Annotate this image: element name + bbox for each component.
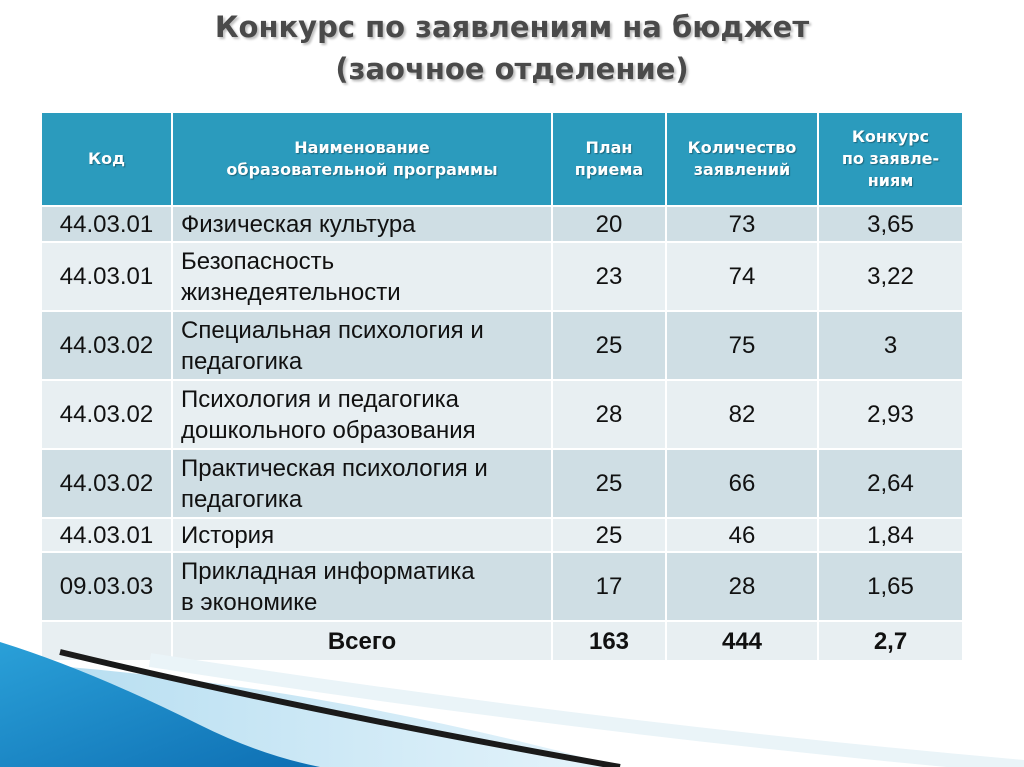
table-row [41,380,963,449]
cell-applications: 73 [666,206,818,242]
cell-name-line-1: Специальная психология и [181,316,484,344]
header-plan-line-2: приема [574,160,644,179]
cell-applications: 66 [666,449,818,518]
header-name [172,112,552,206]
cell-plan: 25 [552,518,666,552]
table-row [41,449,963,518]
cell-code: 44.03.01 [41,518,172,552]
total-competition: 2,7 [818,621,963,661]
cell-name [172,449,552,518]
cell-plan: 25 [552,311,666,380]
cell-code: 44.03.02 [41,449,172,518]
header-competition-line-1: Конкурс [851,127,930,146]
cell-name-line-1: Практическая психология и [181,454,488,482]
header-plan [552,112,666,206]
cell-name [172,311,552,380]
table-row [41,311,963,380]
header-applications [666,112,818,206]
cell-plan: 28 [552,380,666,449]
total-label: Всего [172,621,552,661]
cell-name [172,518,552,552]
cell-plan: 20 [552,206,666,242]
table-row [41,206,963,242]
header-competition [818,112,963,206]
cell-name [172,242,552,311]
header-code-label: Код [88,149,125,168]
title-line-2: (заочное отделение) [335,52,689,86]
header-name-line-2: образовательной программы [226,160,498,179]
table-row [41,552,963,621]
cell-applications: 28 [666,552,818,621]
table-header-row [41,112,963,206]
cell-competition: 1,65 [818,552,963,621]
total-applications: 444 [666,621,818,661]
cell-name [172,380,552,449]
cell-competition: 2,64 [818,449,963,518]
total-plan: 163 [552,621,666,661]
cell-plan: 25 [552,449,666,518]
header-competition-line-3: ниям [867,171,914,190]
cell-applications: 82 [666,380,818,449]
cell-competition: 3,22 [818,242,963,311]
cell-name [172,206,552,242]
cell-name-line-1: Психология и педагогика [181,385,460,413]
header-plan-line-1: План [585,138,633,157]
header-competition-line-2: по заявле- [841,149,940,168]
cell-code: 44.03.02 [41,380,172,449]
cell-name [172,552,552,621]
cell-competition: 2,93 [818,380,963,449]
header-applications-line-2: заявлений [693,160,791,179]
cell-name-line-2: жизнедеятельности [181,278,401,306]
decorative-swoosh [0,640,1024,767]
cell-name-line-1: История [181,521,275,549]
cell-name-line-2: педагогика [181,347,303,375]
table-row [41,242,963,311]
cell-applications: 46 [666,518,818,552]
cell-competition: 1,84 [818,518,963,552]
cell-plan: 17 [552,552,666,621]
cell-name-line-1: Физическая культура [181,210,416,238]
cell-applications: 74 [666,242,818,311]
cell-competition: 3 [818,311,963,380]
header-name-line-1: Наименование [294,138,430,157]
cell-competition: 3,65 [818,206,963,242]
header-applications-line-1: Количество [687,138,797,157]
cell-name-line-2: педагогика [181,485,303,513]
cell-code: 44.03.01 [41,242,172,311]
cell-applications: 75 [666,311,818,380]
cell-code: 09.03.03 [41,552,172,621]
cell-name-line-1: Прикладная информатика [181,557,475,585]
slide-title [0,6,1024,90]
title-line-1: Конкурс по заявлениям на бюджет [214,10,810,44]
table-row [41,518,963,552]
cell-name-line-2: в экономике [181,588,318,616]
cell-name-line-2: дошкольного образования [181,416,476,444]
cell-plan: 23 [552,242,666,311]
cell-code: 44.03.02 [41,311,172,380]
header-code [41,112,172,206]
cell-code: 44.03.01 [41,206,172,242]
admissions-table [40,111,964,662]
cell-name-line-1: Безопасность [181,247,335,275]
